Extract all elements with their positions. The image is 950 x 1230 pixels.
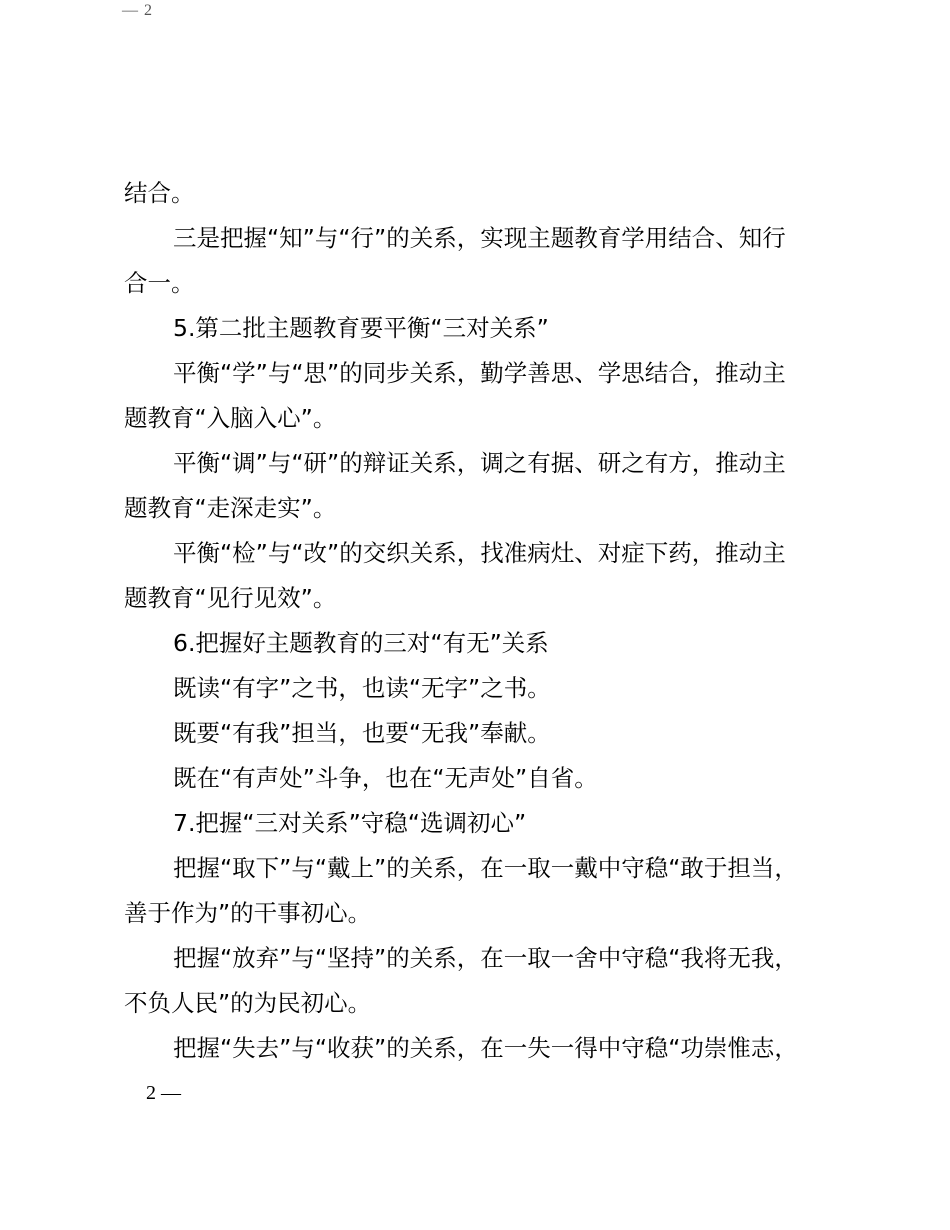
page-footer-number: 2 — [146, 1082, 181, 1104]
paragraph-line: 把握“放弃”与“坚持”的关系，在一取一舍中守稳“我将无我， [173, 944, 798, 972]
paragraph-line: 把握“失去”与“收获”的关系，在一失一得中守稳“功崇惟志， [173, 1034, 798, 1062]
section-heading: 7.把握“三对关系”守稳“选调初心” [173, 809, 527, 837]
paragraph-line: 既读“有字”之书，也读“无字”之书。 [173, 674, 551, 702]
paragraph-line: 善于作为”的干事初心。 [124, 899, 372, 927]
paragraph-line: 结合。 [124, 179, 195, 207]
section-heading: 5.第二批主题教育要平衡“三对关系” [173, 314, 549, 342]
paragraph-line: 平衡“检”与“改”的交织关系，找准病灶、对症下药，推动主 [173, 539, 786, 567]
paragraph-line: 题教育“入脑入心”。 [124, 404, 337, 432]
paragraph-line: 既要“有我”担当，也要“无我”奉献。 [173, 719, 551, 747]
paragraph-line: 把握“取下”与“戴上”的关系，在一取一戴中守稳“敢于担当， [173, 854, 798, 882]
paragraph-line: 既在“有声处”斗争，也在“无声处”自省。 [173, 764, 598, 792]
page-header-number: — 2 [122, 2, 153, 19]
paragraph-line: 平衡“调”与“研”的辩证关系，调之有据、研之有方，推动主 [173, 449, 786, 477]
paragraph-line: 合一。 [124, 269, 195, 297]
paragraph-line: 平衡“学”与“思”的同步关系，勤学善思、学思结合，推动主 [173, 359, 786, 387]
document-body [124, 171, 836, 1071]
paragraph-line: 题教育“见行见效”。 [124, 584, 337, 612]
paragraph-line: 不负人民”的为民初心。 [124, 989, 372, 1017]
paragraph-line: 三是把握“知”与“行”的关系，实现主题教育学用结合、知行 [173, 224, 786, 252]
paragraph-line: 题教育“走深走实”。 [124, 494, 337, 522]
section-heading: 6.把握好主题教育的三对“有无”关系 [173, 629, 549, 657]
